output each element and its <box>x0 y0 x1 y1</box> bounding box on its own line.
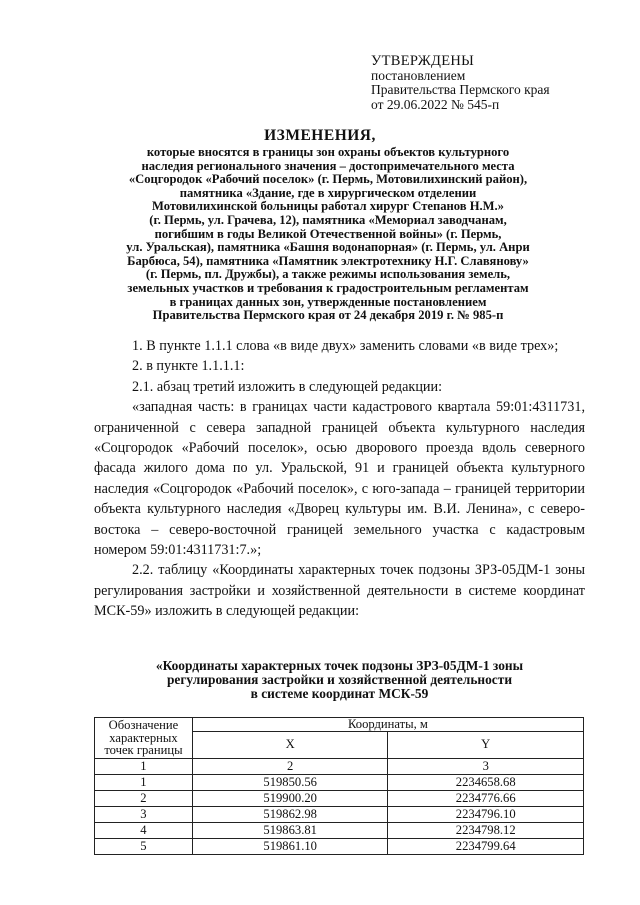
table-row <box>95 790 584 806</box>
document-title: ИЗМЕНЕНИЯ, <box>264 127 376 144</box>
point-cell: 1 <box>95 774 193 790</box>
point-cell: 2 <box>95 790 193 806</box>
x-cell: 519861.10 <box>192 838 388 854</box>
table-title <box>94 659 585 700</box>
subtitle-line: Мотовилихинской больницы работал хирург Степанов Н.М.» <box>152 199 504 214</box>
subtitle-line: ул. Уральская), памятника «Башня водонапорная» (г. Пермь, ул. Анри <box>126 240 530 255</box>
column-number: 3 <box>388 758 584 774</box>
subtitle-line: Барбюса, 54), памятника «Памятник электротехнику Н.Г. Славянову» <box>127 253 529 268</box>
approval-line: постановлением <box>371 67 466 83</box>
column-number: 1 <box>95 758 193 774</box>
subtitle-line: памятника «Здание, где в хирургическом отделении <box>179 185 477 200</box>
y-cell: 2234658.68 <box>388 774 584 790</box>
point-cell: 4 <box>95 822 193 838</box>
subtitle-line: в границах данных зон, утвержденные постановлением <box>169 294 487 309</box>
paragraph: «западная часть: в границах части кадастрового квартала 59:01:4311731, ограниченной с севера западной границей объекта культурного наследия «Соцгородок «Рабочий поселок», осью дворового проезда вдоль северного фасада жилого дома по ул. Уральской, 91 и границей объекта культурного наследия «Соцгородок «Рабочий поселок», с юго-запада – границей территории объекта культурного наследия «Дворец культуры им. В.И. Ленина», с северо-востока – северо-восточной границей земельного участка с кадастровым номером 59:01:4311731:7.»; <box>94 399 585 559</box>
subtitle-line: Правительства Пермского края от 24 декабря 2019 г. № 985-п <box>152 308 504 323</box>
y-cell: 2234798.12 <box>388 822 584 838</box>
document-body <box>94 336 585 622</box>
table-row <box>95 806 584 822</box>
subtitle-line: погибшим в годы Великой Отечественной войны» (г. Пермь, <box>154 226 502 241</box>
header-point-designation: Обозначение характерных точек границы <box>95 718 193 759</box>
point-cell: 3 <box>95 806 193 822</box>
table-title-line: в системе координат МСК-59 <box>250 685 429 701</box>
subtitle-line: наследия регионального значения – достопримечательного места <box>141 158 515 173</box>
x-cell: 519900.20 <box>192 790 388 806</box>
paragraph: 2.1. абзац третий изложить в следующей редакции: <box>132 378 443 395</box>
x-cell: 519863.81 <box>192 822 388 838</box>
table-row <box>95 774 584 790</box>
header-coordinates: Координаты, м <box>192 718 583 732</box>
y-cell: 2234776.66 <box>388 790 584 806</box>
header-y: Y <box>388 731 584 758</box>
approval-line: Правительства Пермского края <box>371 82 550 97</box>
x-cell: 519850.56 <box>192 774 388 790</box>
paragraph: 2. в пункте 1.1.1.1: <box>132 358 245 375</box>
header-x: X <box>192 731 388 758</box>
approval-line: от 29.06.2022 № 545-п <box>371 96 500 112</box>
table-row <box>95 838 584 854</box>
y-cell: 2234796.10 <box>388 806 584 822</box>
paragraph: 1. В пункте 1.1.1 слова «в виде двух» заменить словами «в виде трех»; <box>132 338 559 354</box>
subtitle-line: которые вносятся в границы зон охраны объектов культурного <box>146 145 510 159</box>
column-number: 2 <box>192 758 388 774</box>
y-cell: 2234799.64 <box>388 838 584 854</box>
coordinates-table <box>94 717 584 855</box>
table-title-line: регулирования застройки и хозяйственной деятельности <box>166 671 513 687</box>
x-cell: 519862.98 <box>192 806 388 822</box>
approval-stamp <box>371 54 550 112</box>
table-row <box>95 822 584 838</box>
subtitle-line: «Соцгородок «Рабочий поселок» (г. Пермь, Мотовилихинский район), <box>128 172 528 187</box>
document-subtitle <box>88 146 568 323</box>
subtitle-line: (г. Пермь, ул. Грачева, 12), памятника «Мемориал заводчанам, <box>149 212 507 227</box>
table-title-line: «Координаты характерных точек подзоны ЗРЗ-05ДМ-1 зоны <box>155 658 524 673</box>
point-cell: 5 <box>95 838 193 854</box>
subtitle-line: (г. Пермь, пл. Дружбы), а также режимы использования земель, <box>145 267 511 282</box>
subtitle-line: земельных участков и требования к градостроительным регламентам <box>127 280 529 295</box>
approval-heading: УТВЕРЖДЕНЫ <box>371 53 475 69</box>
paragraph: 2.2. таблицу «Координаты характерных точек подзоны ЗРЗ-05ДМ-1 зоны регулирования застройки и хозяйственной деятельности в системе координат МСК-59» изложить в следующей редакции: <box>94 562 585 620</box>
